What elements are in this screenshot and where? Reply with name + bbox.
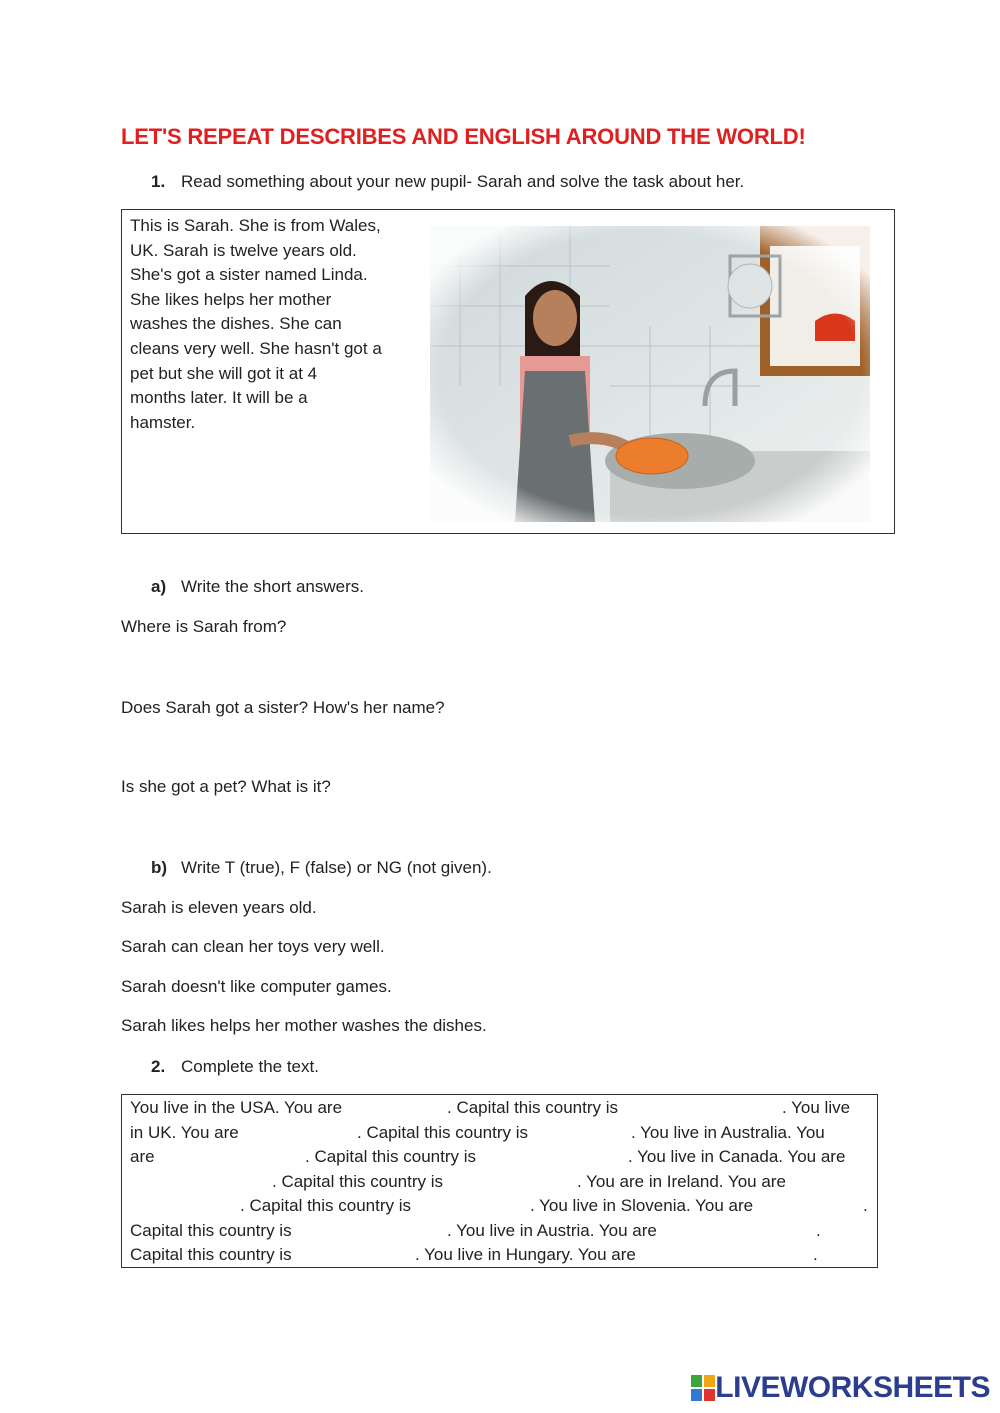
task2-number: 2. [151, 1057, 166, 1076]
text-fragment: . You are in Ireland. You are [577, 1172, 786, 1191]
text-fragment: . You live in Hungary. You are [415, 1245, 636, 1264]
text-fragment: . Capital this country is [305, 1147, 477, 1166]
question: Where is Sarah from? [121, 617, 287, 636]
text-fragment: . You live in Canada. You are [628, 1147, 846, 1166]
text-fragment: . Capital this country is [447, 1098, 619, 1117]
part-a-instruction: a) Write the short answers. [151, 577, 364, 596]
text-fragment: Capital this country is [130, 1221, 292, 1240]
story-line: This is Sarah. She is from Wales, [130, 216, 381, 235]
story-line: washes the dishes. She can [130, 314, 342, 334]
statement: Sarah likes helps her mother washes the dishes. [121, 1016, 487, 1035]
part-b-label: b) [151, 858, 168, 877]
task1-number: 1. [151, 172, 166, 191]
text-fragment: . You live in Australia. You [631, 1123, 825, 1142]
photo-girl-washing-dishes [430, 226, 870, 522]
task2-instruction: 2. Complete the text. [151, 1057, 319, 1076]
story-text [130, 214, 420, 435]
text-fragment: Capital this country is [130, 1245, 292, 1264]
text-fragment: are [130, 1147, 155, 1166]
task1-instruction: 1. Read something about your new pupil- Sarah and solve the task about her. [151, 172, 745, 191]
part-a-label: a) [151, 577, 167, 596]
text-fragment: . [816, 1221, 821, 1240]
story-line: cleans very well. She hasn't got a [130, 338, 382, 358]
statement: Sarah is eleven years old. [121, 898, 317, 917]
text-fragment: . You live [782, 1098, 851, 1117]
story-line: She likes helps her mother [130, 289, 332, 309]
text-fragment: . [863, 1196, 868, 1215]
story-line: She's got a sister named Linda. [130, 265, 368, 285]
text-fragment: . Capital this country is [240, 1196, 412, 1215]
story-line: pet but she will got it at 4 [130, 363, 318, 383]
fill-in-box [121, 1094, 878, 1268]
text-fragment: . You live in Slovenia. You are [530, 1196, 754, 1215]
story-line: months later. It will be a [130, 388, 308, 408]
statement: Sarah can clean her toys very well. [121, 937, 385, 956]
question: Does Sarah got a sister? How's her name? [121, 698, 445, 717]
question: Is she got a pet? What is it? [121, 777, 331, 796]
story-line: UK. Sarah is twelve years old. [130, 240, 357, 260]
text-fragment: in UK. You are [130, 1123, 239, 1142]
liveworksheets-logo [691, 1371, 990, 1405]
text-fragment: . [813, 1245, 818, 1264]
part-b-instruction: b) Write T (true), F (false) or NG (not given). [151, 858, 492, 877]
text-fragment: . Capital this country is [272, 1172, 444, 1191]
statement: Sarah doesn't like computer games. [121, 977, 392, 996]
logo-text: LIVEWORKSHEETS [715, 1371, 990, 1404]
text-fragment: . You live in Austria. You are [447, 1221, 657, 1240]
story-line: hamster. [130, 412, 196, 432]
story-box [121, 209, 895, 534]
text-fragment: . Capital this country is [357, 1123, 529, 1142]
text-fragment: You live in the USA. You are [130, 1098, 343, 1117]
logo-blocks-icon [691, 1375, 715, 1401]
page-title: LET'S REPEAT DESCRIBES AND ENGLISH AROUND THE WORLD! [121, 124, 806, 149]
